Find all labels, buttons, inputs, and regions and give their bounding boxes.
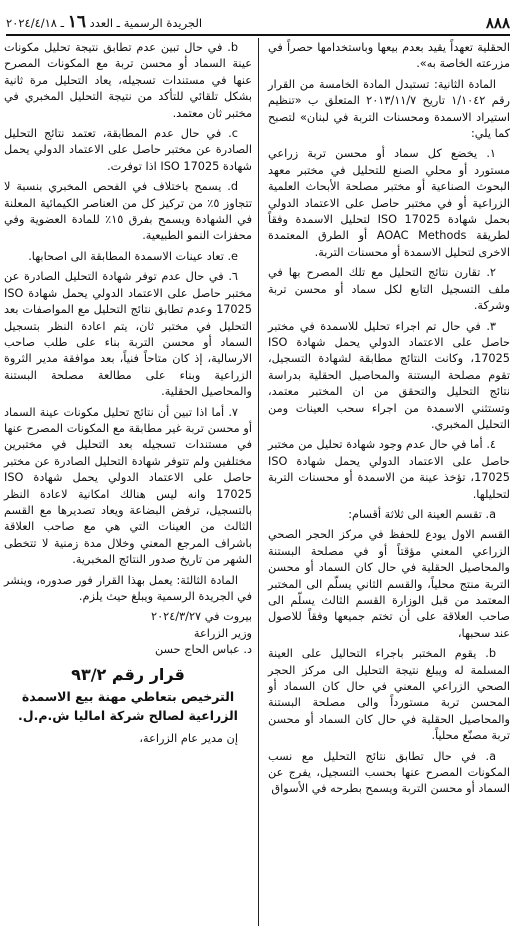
paragraph: b. يقوم المختبر باجراء التحاليل على العينة المسلمة له ويبلغ نتيجة التحليل الى مركز الحجر الصحي الزراعي المعني في حال كان السماد أو المحسن تربة مستورداً والى مصلحة البستنة والمحاصيل الحقلية في حال كان السماد أو محسن تربة مصنّع محلياً. bbox=[268, 647, 510, 743]
signature-role: وزير الزراعة bbox=[193, 626, 252, 640]
paragraph: ٧. أما اذا تبين أن نتائج تحليل مكونات عينة السماد أو محسن تربة غير مطابقة مع المكونات المصرح عنها في مستندات تسجيله بعد التحليل في مختبرين مختلفين ولم تتوفر شهادة التحليل الصادرة عن مختبر حاصل على الاعتماد الدولي يحمل شهادة ISO 17025 وانه ليس هنالك امكانية لاعادة النظر بالتسجيل، ترفض البضاعة ويعاد تصديرها مع القسم الثالث من العينات التي هي مع صاحب العلاقة باشراف المرجع المعني وخلال مدة زمنية لا تتخطى الشهر من تاريخ صدور النتائج المخبرية. bbox=[4, 405, 252, 567]
page-number: ٨٨٨ bbox=[485, 14, 510, 32]
paragraph: a. تقسم العينة الى ثلاثة أقسام: bbox=[348, 507, 496, 521]
right-column bbox=[268, 40, 510, 802]
paragraph: ٢. تقارن نتائج التحليل مع تلك المصرح بها في ملف التسجيل التابع لكل سماد أو محسن تربة وشركة. bbox=[268, 266, 510, 313]
decree-subject: الترخيص بتعاطي مهنة بيع الاسمدة الزراعية لصالح شركة اماليا ش.م.ل. bbox=[18, 689, 238, 724]
page-header bbox=[6, 4, 510, 36]
signature-name: د. عباس الحاج حسن bbox=[154, 643, 252, 657]
gazette-title bbox=[6, 12, 202, 32]
article-two: المادة الثانية: تستبدل المادة الخامسة من القرار رقم ١/١٠٤٢ تاريخ ٢٠١٣/١١/٧ المتعلق ب «تنظيم استيراد الاسمدة ومحسنات التربة في لبنان» لتصبح كما يلي: bbox=[268, 77, 510, 141]
paragraph: القسم الاول يودع للحفظ في مركز الحجر الصحي الزراعي المعني مؤقتاً أو في مصلحة البستنة والمحاصيل الحقلية في حال كان السماد أو محسن التربة منتج محلياً، والقسم الثاني يسلّم الى المختبر المعتمد من قبل الوزارة القسم الثالث يسلّم الى صاحب العلاقة على أن تختم جميعها وفقاً للاصول عند سحبها، bbox=[268, 528, 510, 640]
paragraph: a. في حال تطابق نتائج التحليل مع نسب المكونات المصرح عنها بحسب التسجيل، يفرج عن السماد أو محسن التربة ويسمح بطرحه في الأسواق bbox=[268, 749, 510, 796]
paragraph: b. في حال تبين عدم تطابق نتيجة تحليل مكونات عينة السماد أو محسن تربة مع المكونات المصرح عنها في مستندات تسجيله، يعاد التحليل مرة ثانية بشكل تلقائي للتأكد من نتيجة التحليل المخبري في مختبر ثان معتمد. bbox=[4, 41, 252, 120]
issue-number: ١٦ bbox=[67, 12, 86, 32]
decree-title: قرار رقم ٩٣/٢ bbox=[71, 664, 185, 684]
issue-date: ـ ٢٠٢٤/٤/١٨ bbox=[6, 16, 68, 30]
paragraph: d. يسمح باختلاف في الفحص المخبري بنسبة لا تتجاوز ٥٪ من تركيز كل من العناصر الكيمائية المعلنة في الشهادة ويسمح بفرق ١٥٪ للمادة العضوية وفي محفزات النمو الطبيعية. bbox=[4, 180, 252, 243]
paragraph: الحقلية تعهداً يقيد بعدم بيعها وباستخدامها حصراً في مزرعته الخاصة به». bbox=[268, 41, 510, 71]
gazette-name: الجريدة الرسمية ـ العدد bbox=[85, 16, 203, 30]
paragraph: ٦. في حال عدم توفر شهادة التحليل الصادرة عن مختبر حاصل على الاعتماد الدولي يحمل شهادة ISO 17025 وعدم تطابق نتائج التحليل مع المواصفات بعد التحليل في مختبر ثان، يتم اعادة النظر بتسجيل السماد أو محسن التربة بناء على طلب صاحب الارسالية، إذ كان متاحاً فنياً، بعد موافقة مدير الثروة الزراعية وبناء على مطالعة مصلحة البستنة والمحاصيل الحقلية. bbox=[4, 270, 252, 399]
paragraph: ٤. أما في حال عدم وجود شهادة تحليل من مختبر حاصل على الاعتماد الدولي يحمل شهادة ISO 17025، تؤخذ عينة من الاسمدة أو محسنات التربة لتحليلها. bbox=[268, 438, 510, 501]
paragraph: c. في حال عدم المطابقة، تعتمد نتائج التحليل الصادرة عن مختبر حاصل على الاعتماد الدولي يحمل شهادة ISO 17025 اذا توفرت. bbox=[4, 127, 252, 173]
signature-block bbox=[4, 609, 252, 658]
decree-opening: إن مدير عام الزراعة، bbox=[139, 732, 238, 746]
signature-place-date: بيروت في ٢٠٢٤/٣/٢٧ bbox=[151, 610, 252, 624]
column-divider bbox=[258, 38, 259, 926]
paragraph: ١. يخضع كل سماد أو محسن تربة زراعي مستورد أو محلي الصنع للتحليل في مختبر معهد البحوث الصناعية أو مختبر مصلحة الأبحاث العلمية الزراعية أو في مختبر حاصل على الاعتماد الدولي بحمل شهادة ISO 17025 لتحليل الاسمدة وفقاً لطريقة AOAC Methods أو الطرق المعتمدة الاخرى لتحليل الاسمدة أو محسنات التربة. bbox=[268, 147, 510, 259]
article-three: المادة الثالثة: يعمل بهذا القرار فور صدوره، وينشر في الجريدة الرسمية ويبلغ حيث يلزم. bbox=[4, 573, 252, 603]
paragraph: ٣. في حال تم اجراء تحليل للاسمدة في مختبر حاصل على الاعتماد الدولي يحمل شهادة ISO 17025، وكانت النتائج مطابقة لشهادة التسجيل، تقوم مصلحة البستنة والمحاصيل الحقلية بدراسة نتائج التحليل والتحقق من ان المختبر معتمد، وتستثني الاسمدة من اجراء سحب العينات ومن التحليل المخبري. bbox=[268, 319, 510, 431]
left-column bbox=[4, 40, 252, 751]
paragraph: e. تعاد عينات الاسمدة المطابقة الى اصحابها. bbox=[28, 249, 238, 263]
